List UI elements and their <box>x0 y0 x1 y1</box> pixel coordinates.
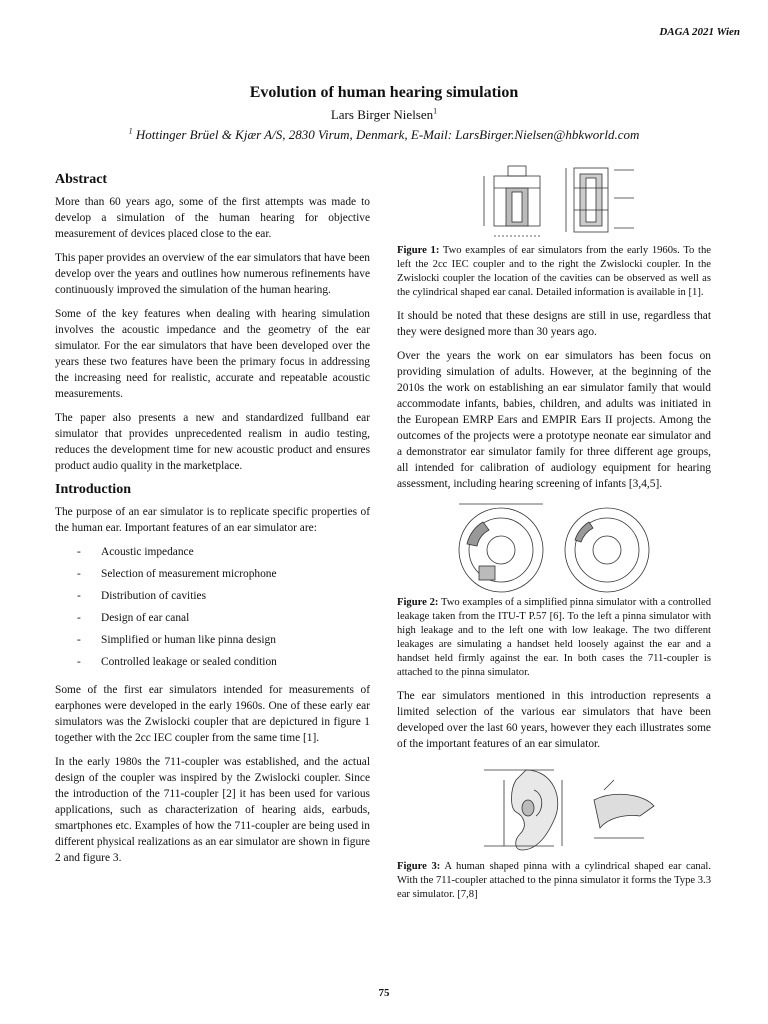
feature-list <box>55 544 370 676</box>
introduction-heading: Introduction <box>55 482 131 497</box>
affiliation-sup: 1 <box>128 126 133 136</box>
figure2-caption-text: Two examples of a simplified pinna simulator with a controlled leakage taken from the ITU-T P.57 [6]. To the left a pinna simulator with high leakage and to the left one with low leakage. The two different leakages are simulating a handset held loosely against the ear and a handset held firmly against the ear. In both cases the 711-coupler is attached to the pinna simulator. <box>397 597 711 678</box>
list-item: - Acoustic impedance <box>55 544 370 566</box>
figure1-caption <box>397 244 711 300</box>
figure1-caption-text: Two examples of ear simulators from the early 1960s. To the left the 2cc IEC coupler and to the right the Zwislocki coupler. In the Zwislocki coupler the location of the cavities can be observed as well as the cylindrical shaped ear canal. Detailed information is available in [1]. <box>397 245 711 298</box>
conference-header: DAGA 2021 Wien <box>659 26 740 38</box>
author-sup: 1 <box>433 106 438 116</box>
intro-paragraph: In the early 1980s the 711-coupler was established, and the actual design of the coupler was inspired by the Zwislocki coupler. Since the introduction of the 711-coupler [2] it has been used for various applications, such as characterization of hearing aids, earbuds, smartphones etc. Examples of how the 711-coupler are being used in different physical realizations as an ear simulator are shown in figure 2 and figure 3. <box>55 756 370 864</box>
abstract-paragraph: Some of the key features when dealing with hearing simulation involves the acoustic impedance and the geometry of the ear simulator. For the ear simulators that have been developed over the years these two features have been the primary focus in addressing the increasing need for realistic, accurate and repeatable acoustic measurements. <box>55 308 370 400</box>
affiliation-line <box>0 127 768 143</box>
figure3-caption <box>397 860 711 902</box>
figure3-image <box>444 760 664 860</box>
figure2-image <box>439 500 669 596</box>
abstract-heading: Abstract <box>55 172 108 187</box>
list-item: - Distribution of cavities <box>55 588 370 610</box>
figure2-caption <box>397 596 711 680</box>
figure3-label: Figure 3: <box>397 861 441 872</box>
affiliation-text: Hottinger Brüel & Kjær A/S, 2830 Virum, Denmark, E-Mail: LarsBirger.Nielsen@hbkworld.com <box>135 127 640 142</box>
intro-paragraph: The purpose of an ear simulator is to replicate specific properties of the human ear. Important features of an ear simulator are: <box>55 506 370 534</box>
body-paragraph: The ear simulators mentioned in this introduction represents a limited selection of the various ear simulators that have been developed over the last 60 years, however they each illustrates some of the important features of an ear simulator. <box>397 690 711 750</box>
list-item: - Controlled leakage or sealed condition <box>55 654 370 676</box>
body-paragraph: It should be noted that these designs are still in use, regardless that they were designed more than 30 years ago. <box>397 310 711 338</box>
body-paragraph: Over the years the work on ear simulators has been focus on providing simulation of adults. However, at the beginning of the 2010s the work on establishing an ear simulator family that would accommodate infants, babies, children, and adults was initiated in the European EMRP Ears and EMPIR Ears II projects. Among the outcomes of the projects were a prototype neonate ear simulator and a demonstrator ear simulator family for three different age groups, all intended for calibration of audiology equipment for hearing assessment, including hearing screening of infants [3,4,5]. <box>397 350 711 490</box>
abstract-paragraph: More than 60 years ago, some of the first attempts was made to develop a simulation of the human hearing for objective measurement of devices placed close to the ear. <box>55 196 370 240</box>
list-item: - Selection of measurement microphone <box>55 566 370 588</box>
list-item: - Design of ear canal <box>55 610 370 632</box>
abstract-paragraph: The paper also presents a new and standardized fullband ear simulator that provides unprecedented realism in audio testing, reduces the development time for new acoustic product and ensures product audio quality in the marketplace. <box>55 412 370 472</box>
author-line <box>0 107 768 123</box>
right-column <box>397 158 711 910</box>
intro-paragraph: Some of the first ear simulators intended for measurements of earphones were developed in the early 1960s. One of these early ear simulators was the Zwislocki coupler that are depictured in figure 1 together with the 2cc IEC coupler from the same time [1]. <box>55 684 370 744</box>
abstract-paragraph: This paper provides an overview of the ear simulators that have been develop over the years and outlines how numerous refinements have continuously improved the simulation of the human hearing. <box>55 252 370 296</box>
figure1-image <box>454 158 654 244</box>
paper-title: Evolution of human hearing simulation <box>249 84 519 101</box>
figure3-caption-text: A human shaped pinna with a cylindrical shaped ear canal. With the 711-coupler attached to the pinna simulator it forms the Type 3.3 ear simulator. [7,8] <box>397 861 711 900</box>
list-item: - Simplified or human like pinna design <box>55 632 370 654</box>
figure1-label: Figure 1: <box>397 245 440 256</box>
left-column <box>55 170 370 874</box>
figure2-label: Figure 2: <box>397 597 439 608</box>
author-name: Lars Birger Nielsen <box>330 107 434 122</box>
page-number: 75 <box>378 987 390 999</box>
